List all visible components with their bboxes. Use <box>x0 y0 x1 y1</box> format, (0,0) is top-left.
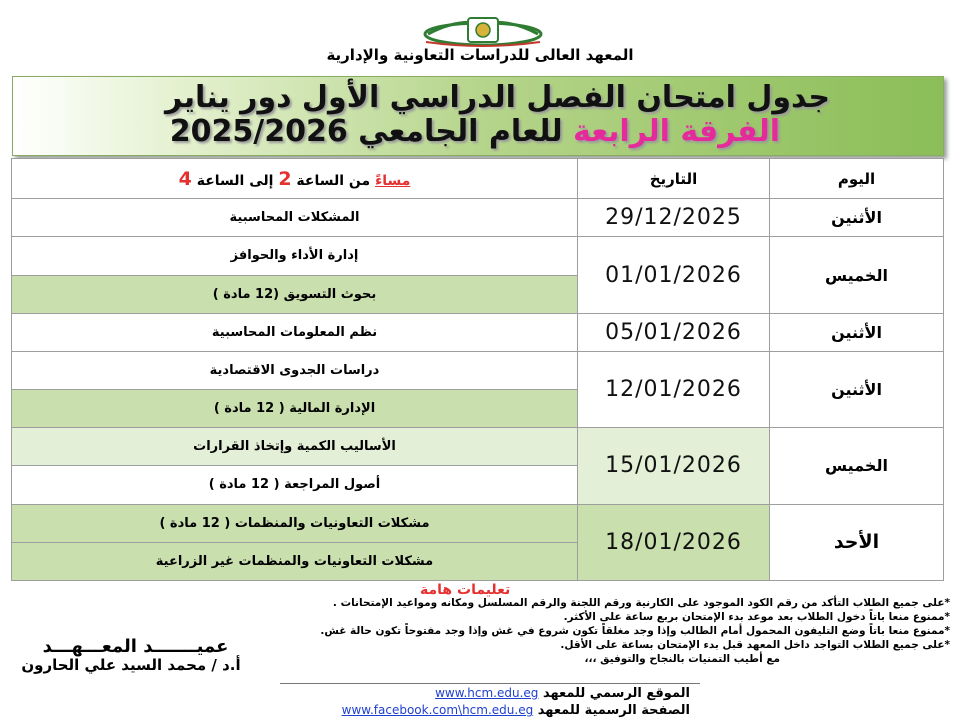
note-item: *على جميع الطلاب التواجد داخل المعهد قبل بدء الإمتحان بساعة على الأقل. <box>560 639 950 651</box>
day-cell: الأثنين <box>770 351 944 427</box>
site-link[interactable]: www.hcm.edu.eg <box>435 686 539 700</box>
institute-logo <box>418 14 548 48</box>
dean-title: عميـــــــد المعـــهـــد <box>42 636 229 657</box>
table-row <box>12 351 944 389</box>
year-level: الفرقة الرابعة <box>573 114 780 149</box>
day-cell: الأثنين <box>770 313 944 351</box>
exam-subtitle <box>170 114 780 149</box>
footer-facebook <box>290 703 690 718</box>
subject-cell: مشكلات التعاونيات والمنظمات ( 12 مادة ) <box>12 504 578 542</box>
note-item: *ممنوع منعا باتاً وضع التليفون المحمول أمام الطالب وإذا وجد مغلقاً تكون شروع في غش وإذا وجد مفتوحاً تكون حالة غش. <box>320 625 950 637</box>
table-row <box>12 237 944 275</box>
exam-title: جدول امتحان الفصل الدراسي الأول دور يناير <box>165 80 830 115</box>
date-cell: 12/01/2026 <box>578 351 770 427</box>
note-item: *على جميع الطلاب التأكد من رقم الكود الموجود على الكارنية ورقم اللجنة والرقم المسلسل ومكانه ومواعيد الإمتحانات . <box>332 597 950 609</box>
subject-cell: مشكلات التعاونيات والمنظمات غير الزراعية <box>12 542 578 580</box>
table-row <box>12 313 944 351</box>
date-cell: 18/01/2026 <box>578 504 770 580</box>
subject-cell: الإدارة المالية ( 12 مادة ) <box>12 390 578 428</box>
site-label: الموقع الرسمي للمعهد <box>542 686 690 701</box>
table-row <box>12 504 944 542</box>
institute-name: المعهد العالى للدراسات التعاونية والإدارية <box>326 46 634 64</box>
date-cell: 15/01/2026 <box>578 428 770 504</box>
note-item: *ممنوع منعا باتاً دخول الطلاب بعد موعد بدء الإمتحان بربع ساعة على الأكثر. <box>563 611 950 623</box>
subject-cell: بحوث التسويق (12 مادة ) <box>12 275 578 313</box>
header-date: التاريخ <box>578 159 770 199</box>
day-cell: الأحد <box>770 504 944 580</box>
subject-cell: نظم المعلومات المحاسبية <box>12 313 578 351</box>
header-day: اليوم <box>770 159 944 199</box>
day-cell: الخميس <box>770 428 944 504</box>
date-cell: 01/01/2026 <box>578 237 770 313</box>
subject-cell: أصول المراجعة ( 12 مادة ) <box>12 466 578 504</box>
subject-cell: المشكلات المحاسبية <box>12 199 578 237</box>
day-cell: الخميس <box>770 237 944 313</box>
exam-schedule-table <box>11 158 944 581</box>
facebook-link[interactable]: www.facebook.com\hcm.edu.eg <box>341 703 534 717</box>
academic-year: للعام الجامعي 2025/2026 <box>169 114 574 149</box>
subject-cell: إدارة الأداء والحوافز <box>12 237 578 275</box>
notes-list <box>220 596 950 666</box>
table-header <box>12 159 944 199</box>
day-cell: الأثنين <box>770 199 944 237</box>
footer-divider <box>280 683 700 684</box>
header-time: مساءً من الساعة 2 إلى الساعة 4 <box>12 159 578 199</box>
date-cell: 05/01/2026 <box>578 313 770 351</box>
date-cell: 29/12/2025 <box>578 199 770 237</box>
note-item: مع أطيب التمنيات بالنجاح والتوفيق ،،، <box>584 653 780 665</box>
footer-site <box>290 686 690 701</box>
table-row <box>12 199 944 237</box>
notes-title: تعليمات هامة <box>420 582 511 598</box>
subject-cell: دراسات الجدوى الاقتصادية <box>12 351 578 389</box>
table-row <box>12 428 944 466</box>
subject-cell: الأساليب الكمية وإتخاذ القرارات <box>12 428 578 466</box>
facebook-label: الصفحة الرسمية للمعهد <box>537 703 690 718</box>
dean-name: أ.د / محمد السيد علي الحارون <box>21 656 241 674</box>
